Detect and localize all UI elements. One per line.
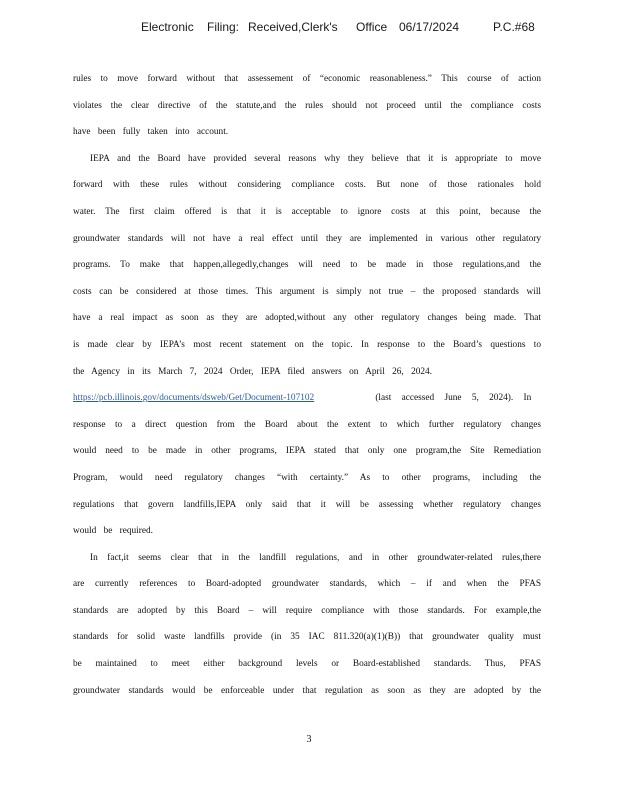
text-line: IEPA and the Board have provided several reasons why they believe that it is appropriate to move bbox=[90, 153, 541, 164]
text-line: response to a direct question from the Board about the extent to which further regulatory changes bbox=[73, 419, 541, 430]
filing-header bbox=[0, 20, 618, 38]
text-line: have been fully taken into account. bbox=[73, 127, 229, 138]
header-electronic: Electronic bbox=[141, 20, 194, 34]
text-line: forward with these rules without considering compliance costs. But none of those rationales hold bbox=[73, 180, 541, 191]
text-line: be maintained to meet either background levels or Board-established standards. Thus, PFAS bbox=[73, 659, 541, 670]
text-line bbox=[73, 385, 541, 412]
text-line: have a real impact as soon as they are adopted,without any other regulatory changes being made. That bbox=[73, 313, 541, 324]
document-body bbox=[73, 66, 541, 704]
text-line: regulations that govern landfills,IEPA only said that it will be assessing whether regulatory changes bbox=[73, 499, 541, 510]
text-line: programs. To make that happen,allegedly,changes will need to be made in those regulations,and the bbox=[73, 260, 541, 271]
text-line: are currently references to Board-adopted groundwater standards, which – if and when the PFAS bbox=[73, 579, 541, 590]
text-line: the Agency in its March 7, 2024 Order, IEPA filed answers on April 26, 2024. bbox=[73, 366, 432, 377]
header-filing: Filing: bbox=[207, 20, 240, 34]
text-line: standards for solid waste landfills provide (in 35 IAC 811.320(a)(1)(B)) that groundwater quality must bbox=[73, 632, 541, 643]
header-date: 06/17/2024 bbox=[399, 20, 460, 34]
header-office: Office bbox=[356, 20, 388, 34]
text-line: water. The first claim offered is that it is acceptable to ignore costs at this point, because the bbox=[73, 206, 541, 217]
text-line: costs can be considered at those times. This argument is simply not true – the proposed standards will bbox=[73, 286, 541, 297]
text-line: is made clear by IEPA’s most recent statement on the topic. In response to the Board’s questions to bbox=[73, 339, 541, 350]
header-pc-number: P.C.#68 bbox=[493, 20, 535, 34]
header-received-clerks: Received,Clerk's bbox=[248, 20, 338, 34]
text-line: In fact,it seems clear that in the landfill regulations, and in other groundwater-related rules,there bbox=[90, 552, 541, 563]
link-trailing-text: (last accessed June 5, 2024). In bbox=[375, 393, 532, 404]
text-line: would be required. bbox=[73, 526, 153, 537]
document-link[interactable]: https://pcb.illinois.gov/documents/dsweb/Get/Document-107102 bbox=[73, 393, 315, 404]
page-number: 3 bbox=[306, 734, 312, 745]
text-line: would need to be made in other programs, IEPA stated that only one program,the Site Remediation bbox=[73, 446, 541, 457]
text-line: standards are adopted by this Board – will require compliance with those standards. For example,the bbox=[73, 605, 541, 616]
text-line: rules to move forward without that assessement of “economic reasonableness.” This course of action bbox=[73, 74, 541, 84]
text-line: groundwater standards will not have a real effect until they are implemented in various other regulatory bbox=[73, 233, 541, 244]
text-line: groundwater standards would be enforceable under that regulation as soon as they are adopted by the bbox=[73, 685, 541, 696]
text-line: Program, would need regulatory changes “with certainty.” As to other programs, including the bbox=[73, 472, 541, 483]
text-line: violates the clear directive of the statute,and the rules should not proceed until the compliance costs bbox=[73, 100, 541, 111]
